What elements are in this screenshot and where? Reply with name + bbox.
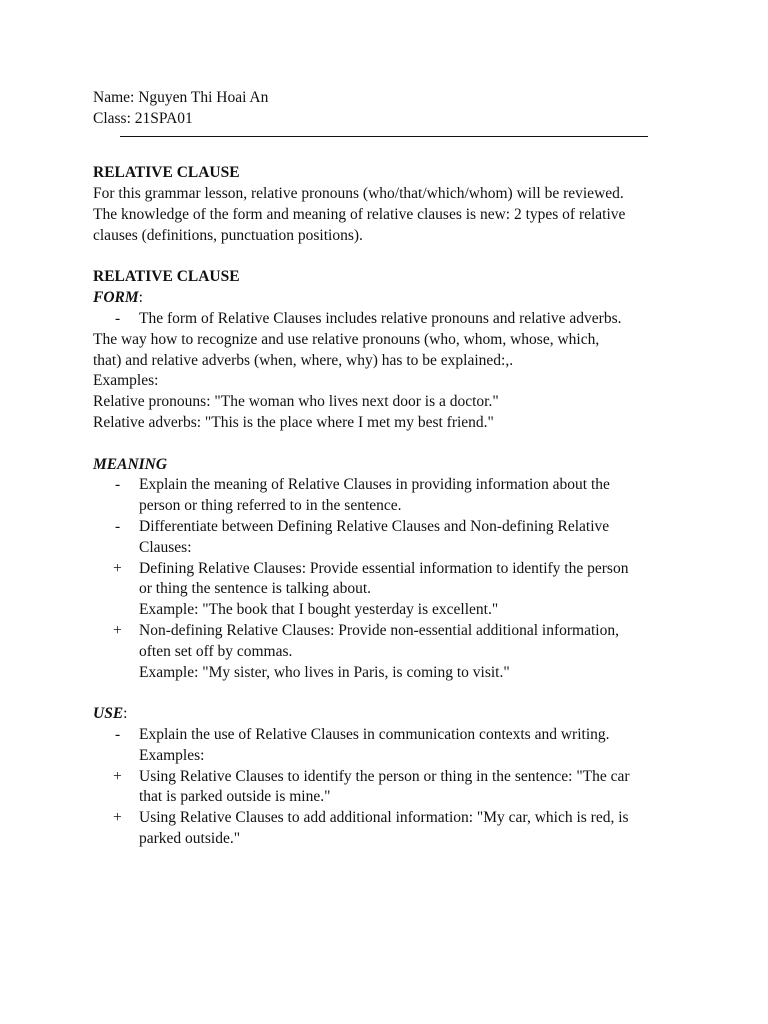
item-line: Example: "My sister, who lives in Paris, is coming to visit." [139, 663, 510, 681]
bullet-marker: - [115, 517, 121, 535]
bullet-marker: - [115, 309, 121, 327]
example-line: Relative adverbs: "This is the place where I met my best friend." [93, 413, 494, 431]
meaning-heading: MEANING [93, 455, 168, 473]
form-continuation: that) and relative adverbs (when, where, why) has to be explained:,. [93, 351, 514, 369]
intro-line: clauses (definitions, punctuation positions). [93, 226, 363, 244]
spacer [93, 247, 683, 268]
form-bullet [93, 309, 683, 330]
form-continuation: The way how to recognize and use relative pronouns (who, whom, whose, which, [93, 330, 600, 348]
item-line: Example: "The book that I bought yesterday is excellent." [139, 601, 499, 619]
item-line: Non-defining Relative Clauses: Provide non-essential additional information, [139, 621, 619, 639]
student-class: Class: 21SPA01 [93, 109, 193, 127]
item-line: Using Relative Clauses to add additional information: "My car, which is red, is [139, 809, 629, 827]
spacer [93, 683, 683, 704]
spacer [93, 434, 683, 455]
use-item [93, 767, 683, 809]
use-item [93, 725, 683, 767]
item-line: Explain the meaning of Relative Clauses in providing information about the [139, 476, 610, 494]
plus-marker: + [113, 559, 122, 577]
item-line: Explain the use of Relative Clauses in communication contexts and writing. [139, 725, 610, 743]
examples-label: Examples: [93, 372, 159, 390]
form-colon: : [138, 289, 143, 307]
item-line: Differentiate between Defining Relative Clauses and Non-defining Relative [139, 517, 610, 535]
item-line: that is parked outside is mine." [139, 788, 331, 806]
use-heading [93, 704, 683, 725]
item-line: Examples: [139, 746, 205, 764]
use-label: USE [93, 705, 124, 723]
plus-marker: + [113, 621, 122, 639]
item-line: often set off by commas. [139, 642, 293, 660]
meaning-item [93, 559, 683, 621]
bullet-marker: - [115, 725, 121, 743]
item-line: parked outside." [139, 829, 241, 847]
item-line: person or thing referred to in the sentence. [139, 497, 402, 515]
document-content [93, 88, 683, 850]
meaning-item [93, 621, 683, 683]
form-label: FORM [93, 289, 139, 307]
item-line: Defining Relative Clauses: Provide essential information to identify the person [139, 559, 629, 577]
plus-marker: + [113, 809, 122, 827]
section-title: RELATIVE CLAUSE [93, 268, 240, 286]
plus-marker: + [113, 767, 122, 785]
use-colon: : [123, 705, 128, 723]
intro-title: RELATIVE CLAUSE [93, 164, 240, 182]
item-line: Clauses: [139, 538, 192, 556]
meaning-item [93, 517, 683, 559]
form-heading [93, 288, 683, 309]
horizontal-rule [120, 136, 648, 137]
meaning-item [93, 475, 683, 517]
bullet-text: The form of Relative Clauses includes relative pronouns and relative adverbs. [139, 309, 622, 327]
use-item [93, 808, 683, 850]
bullet-marker: - [115, 476, 121, 494]
item-line: or thing the sentence is talking about. [139, 580, 372, 598]
intro-line: For this grammar lesson, relative pronouns (who/that/which/whom) will be reviewed. [93, 185, 624, 203]
example-line: Relative pronouns: "The woman who lives next door is a doctor." [93, 393, 499, 411]
student-name: Name: Nguyen Thi Hoai An [93, 89, 269, 106]
item-line: Using Relative Clauses to identify the person or thing in the sentence: "The car [139, 767, 630, 785]
intro-line: The knowledge of the form and meaning of relative clauses is new: 2 types of relative [93, 205, 626, 223]
spacer [93, 143, 683, 164]
